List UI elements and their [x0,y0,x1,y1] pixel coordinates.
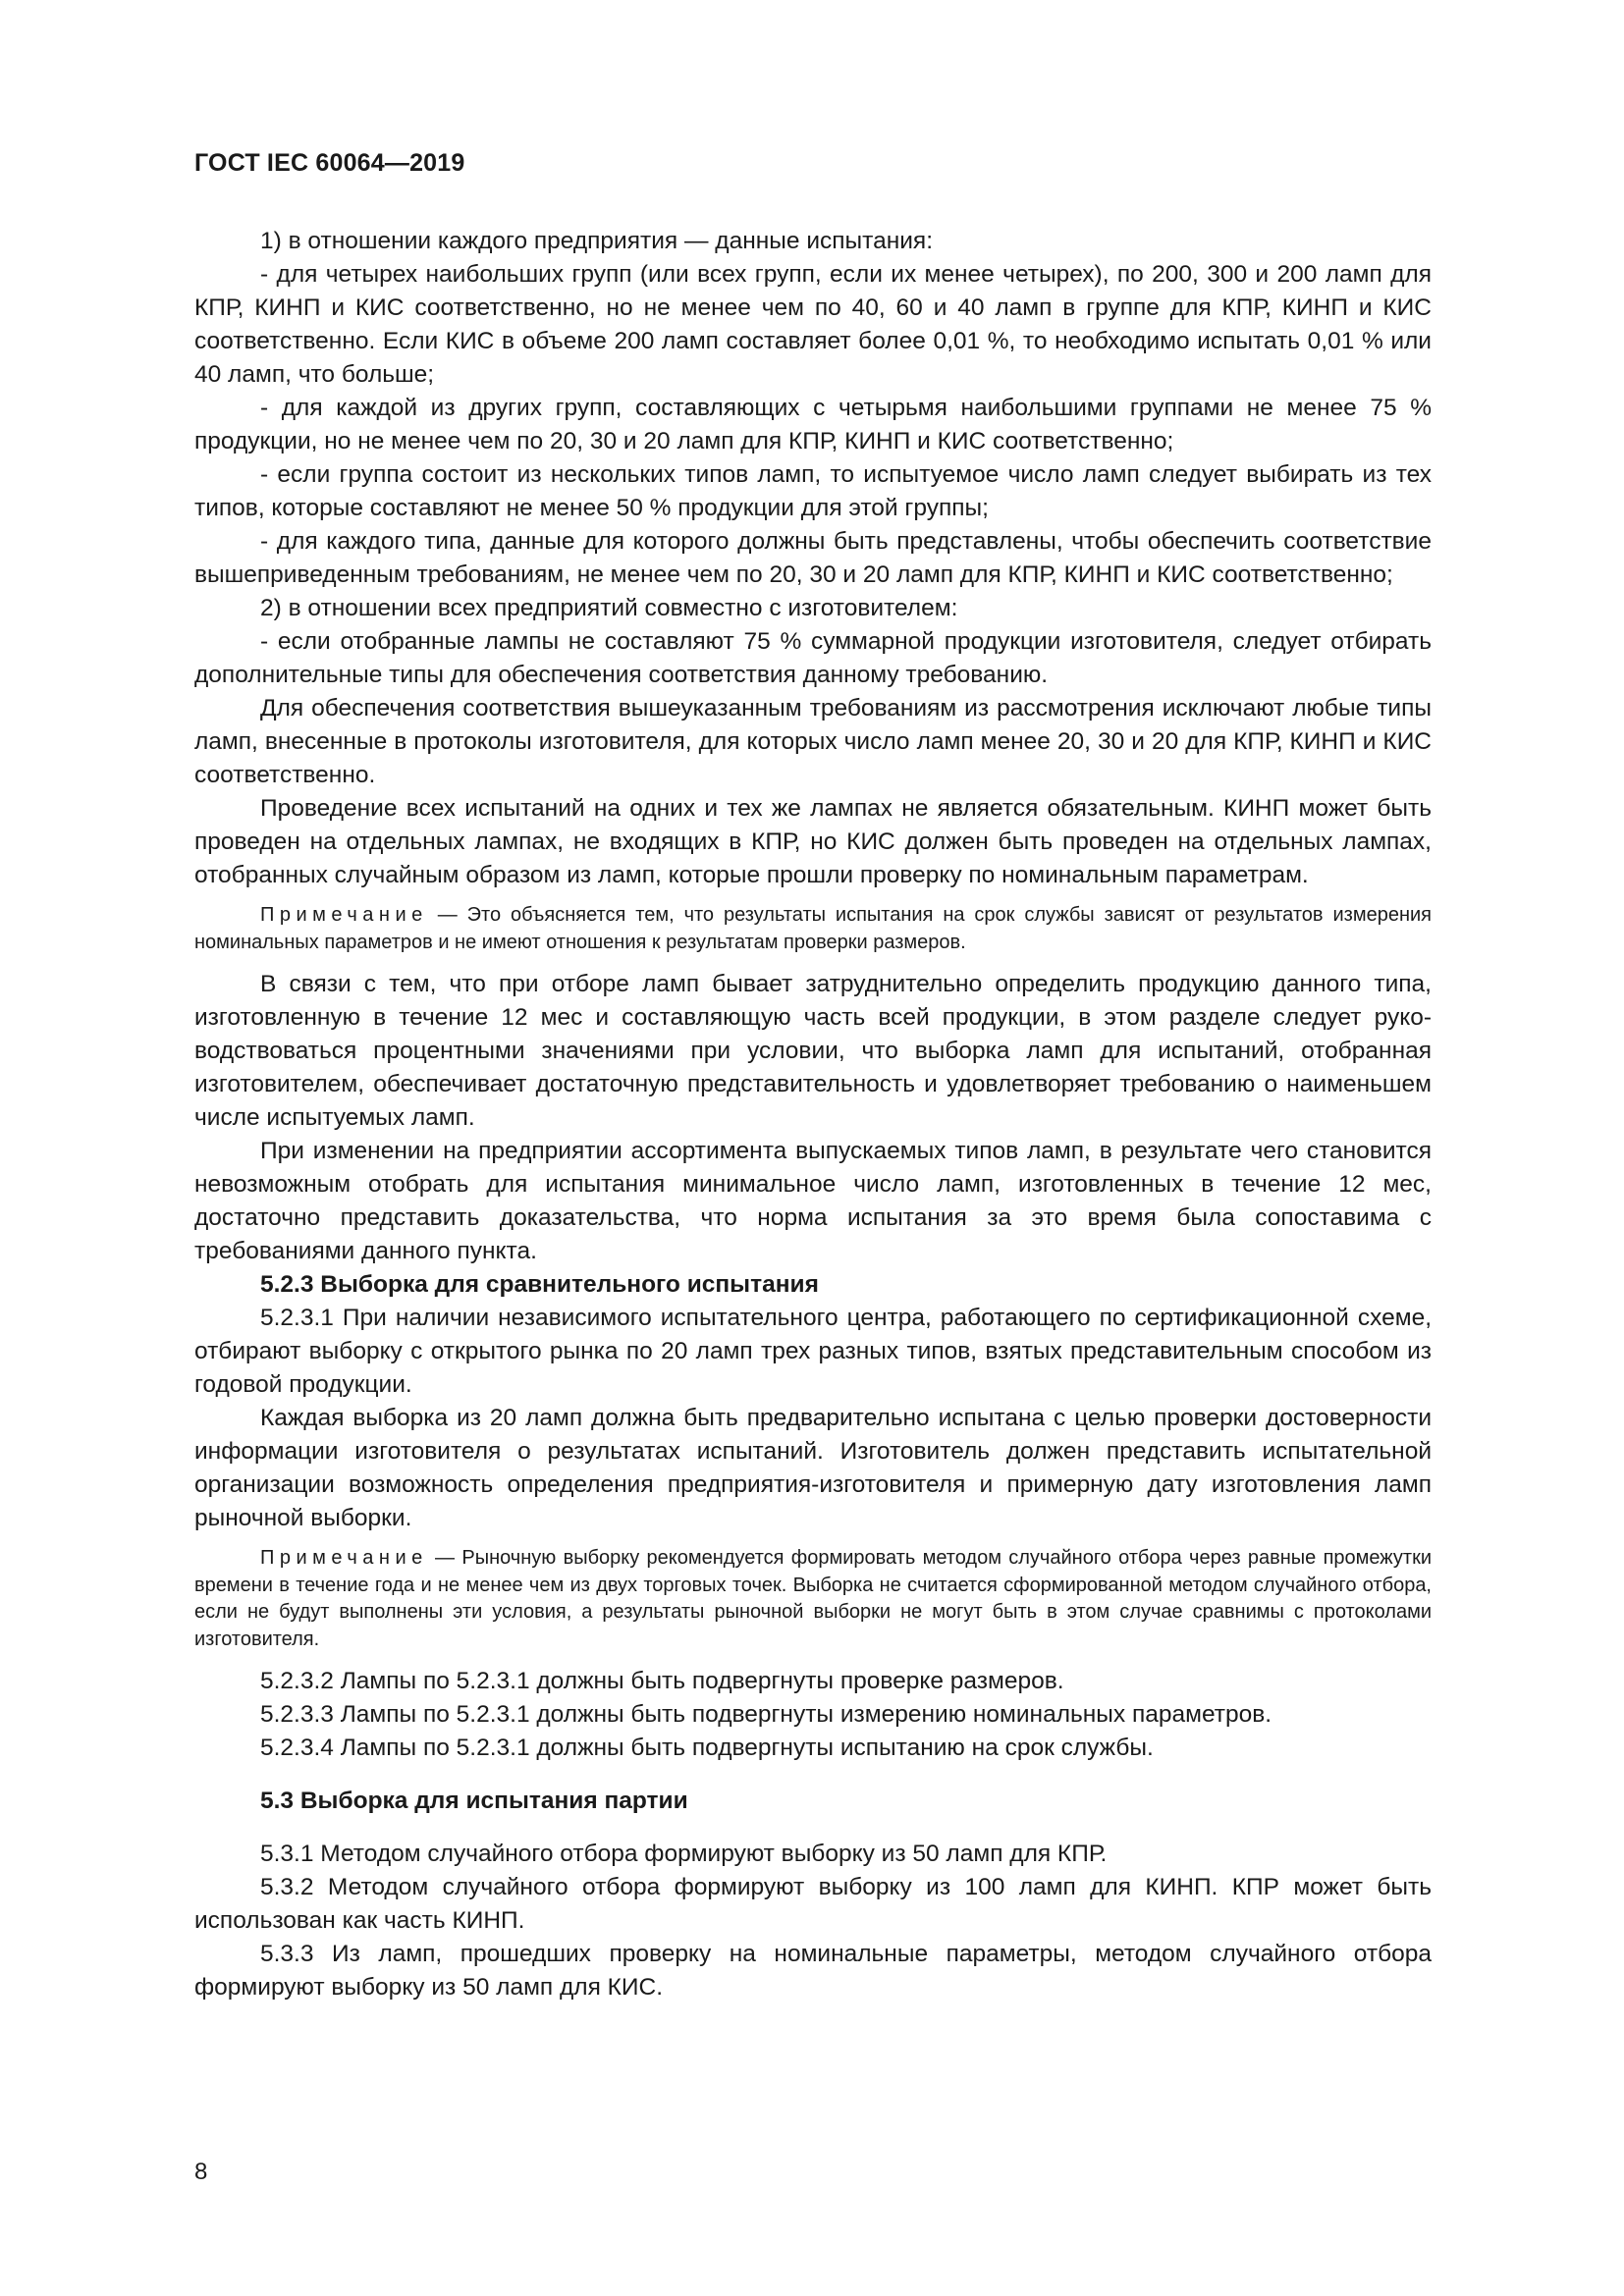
paragraph: Для обеспечения соответствия вышеуказанным требованиям из рассмотрения исключают любые типы ламп, внесенные в протоколы изготовителя, для которых число ламп менее 20, 30 и 20 для КПР, КИНП и КИС соответственно. [194,695,1432,788]
paragraph: 5.3.3 Из ламп, прошедших проверку на номинальные параметры, методом случайного отбора формируют выборку из 50 ламп для КИС. [194,1941,1432,2001]
section-heading: 5.2.3 Выборка для сравнительного испытания [260,1271,819,1298]
section-heading: 5.3 Выборка для испытания партии [260,1788,688,1814]
paragraph: При изменении на предприятии ассортимента выпускаемых типов ламп, в результате чего становится невозможным отобрать для испытания минимальное число ламп, изготовленных в течение 12 мес, достаточно представить доказательства, что норма испытания за это время была сопоставима с требованиями данного пункта. [194,1138,1432,1264]
paragraph: - если отобранные лампы не составляют 75 % суммарной продукции изготовителя, следует отбирать дополнительные типы для обеспечения соответствия данному требованию. [194,628,1432,688]
paragraph: - для четырех наибольших групп (или всех групп, если их менее четырех), по 200, 300 и 200 ламп для КПР, КИНП и КИС соответственно, но не менее чем по 40, 60 и 40 ламп в группе для КПР, КИНП и КИС соответственно. Если КИС в объеме 200 ламп составляет более 0,01 %, то необходимо испытать 0,01 % или 40 ламп, что больше; [194,261,1432,388]
note-text: — Это объясняется тем, что результаты испытания на срок службы зависят от результатов измерения номинальных параметров и не имеют отношения к результатам проверки размеров. [194,904,1432,953]
page-number: 8 [194,2159,208,2185]
document-body [194,225,1432,2004]
paragraph: Каждая выборка из 20 ламп должна быть предварительно испытана с целью проверки достоверности информации изготовителя о результатах испытаний. Изготовитель должен представить испытательной организации возможность определения предприятия-изготовителя и примерную дату изготовления ламп рыночной выборки. [194,1405,1432,1531]
note-label: Примечание [260,904,428,926]
paragraph: Проведение всех испытаний на одних и тех же лампах не является обязательным. КИНП может быть проведен на отдельных лампах, не входящих в КПР, но КИС должен быть проведен на отдельных лампах, отобранных случайным образом из ламп, которые прошли проверку по номинальным параметрам. [194,795,1432,888]
paragraph: 5.2.3.4 Лампы по 5.2.3.1 должны быть подвергнуты испытанию на срок службы. [260,1735,1154,1761]
paragraph: 5.3.1 Методом случайного отбора формируют выборку из 50 ламп для КПР. [260,1841,1108,1867]
paragraph: 2) в отношении всех предприятий совместно с изготовителем: [260,595,958,621]
paragraph: 5.2.3.2 Лампы по 5.2.3.1 должны быть подвергнуты проверке размеров. [260,1668,1064,1694]
note-label: Примечание [260,1547,428,1569]
paragraph: - для каждой из других групп, составляющих с четырьмя наибольшими группами не менее 75 % продукции, но не менее чем по 20, 30 и 20 ламп для КПР, КИНП и КИС соответственно; [194,395,1432,454]
paragraph: В связи с тем, что при отборе ламп бывает затруднительно определить продукцию данного типа, изготовленную в течение 12 мес и составляющую часть всей продукции, в этом разделе следует руководствоваться процентными значениями при условии, что выборка ламп для испытаний, отобранная изготовителем, обеспечивает достаточную представительность и удовлетворяет требованию о наименьшем числе испытуемых ламп. [194,971,1432,1131]
paragraph: - для каждого типа, данные для которого должны быть представлены, чтобы обеспечить соответствие вышеприведенным требованиям, не менее чем по 20, 30 и 20 ламп для КПР, КИНП и КИС соответственно; [194,528,1432,588]
paragraph: - если группа состоит из нескольких типов ламп, то испытуемое число ламп следует выбирать из тех типов, которые составляют не менее 50 % продукции для этой группы; [194,461,1432,521]
paragraph: 1) в отношении каждого предприятия — данные испытания: [260,228,933,254]
paragraph: 5.2.3.3 Лампы по 5.2.3.1 должны быть подвергнуты измерению номинальных параметров. [260,1701,1272,1728]
note [194,1545,1432,1653]
document-code: ГОСТ IEC 60064—2019 [194,149,465,177]
paragraph: 5.2.3.1 При наличии независимого испытательного центра, работающего по сертификационной схеме, отбирают выборку с открытого рынка по 20 ламп трех разных типов, взятых представительным способом из годовой продукции. [194,1305,1432,1398]
note-text: — Рыночную выборку рекомендуется формировать методом случайного отбора через равные промежутки времени в течение года и не менее чем из двух торговых точек. Выборка не считается сформированной методом случайного отбора, если не будут выполнены эти условия, а результаты рыночной выборки не могут быть в этом случае сравнимы с протоколами изготовителя. [194,1547,1432,1650]
note [194,902,1432,956]
paragraph: 5.3.2 Методом случайного отбора формируют выборку из 100 ламп для КИНП. КПР может быть использован как часть КИНП. [194,1874,1432,1934]
